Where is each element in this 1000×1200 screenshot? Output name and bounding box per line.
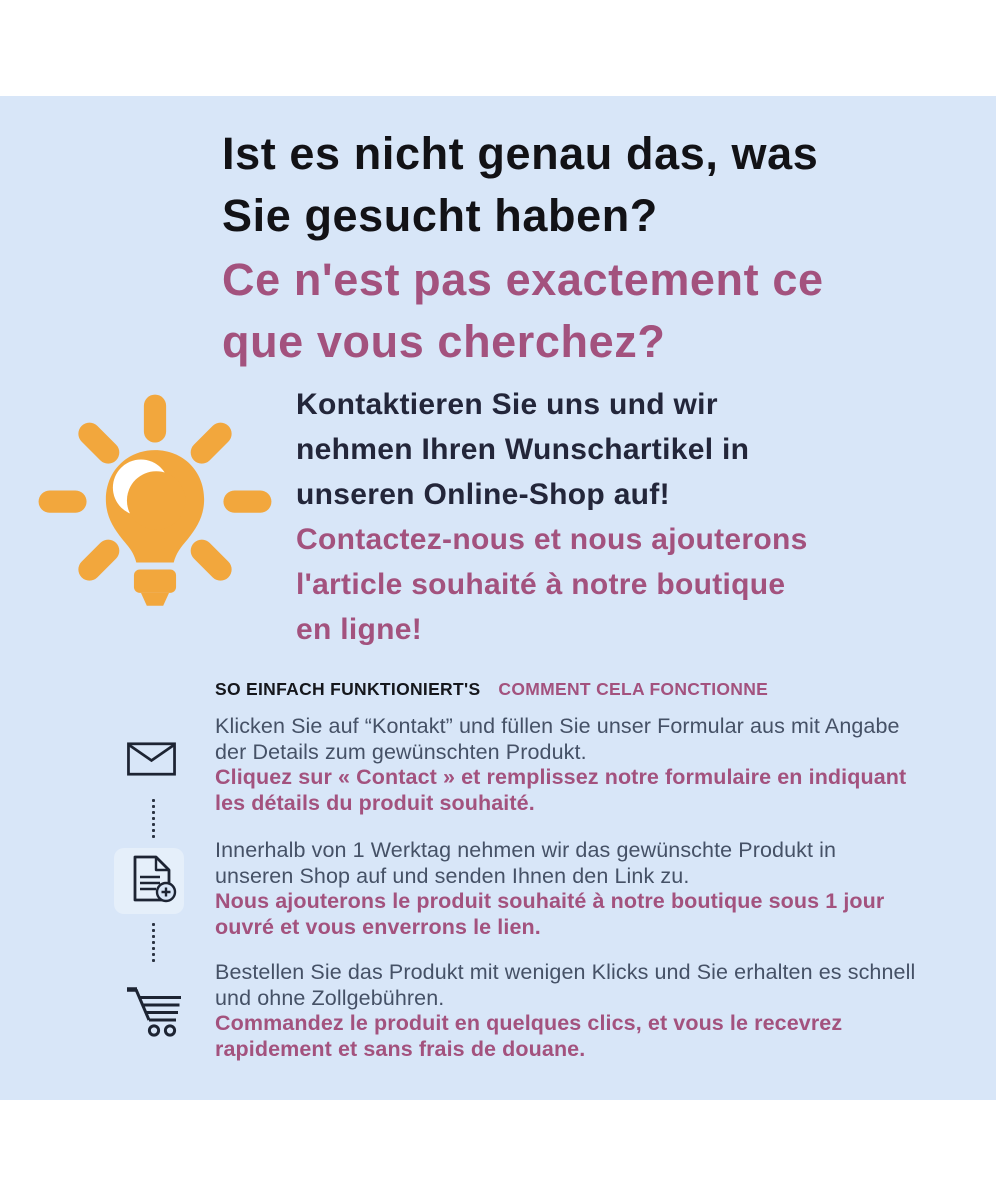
intro-de-line: Kontaktieren Sie uns und wir <box>296 388 718 421</box>
lightbulb-icon <box>38 391 272 631</box>
intro-fr-line: en ligne! <box>296 613 423 646</box>
step-de-line: unseren Shop auf und senden Ihnen den Link zu. <box>215 863 690 888</box>
headline-french <box>222 249 824 373</box>
document-add-icon <box>126 854 178 906</box>
step-fr-line: Nous ajouterons le produit souhaité à notre boutique sous 1 jour <box>215 889 885 914</box>
headline-de-line: Sie gesucht haben? <box>222 190 658 241</box>
intro-de-line: nehmen Ihren Wunschartikel in <box>296 433 750 466</box>
step-fr-line: rapidement et sans frais de douane. <box>215 1036 586 1061</box>
intro-de-line: unseren Online-Shop auf! <box>296 478 670 511</box>
cart-icon <box>123 984 185 1038</box>
headline-german <box>222 123 818 247</box>
step-3-text <box>215 960 915 1062</box>
intro-fr-line: Contactez-nous et nous ajouterons <box>296 523 808 556</box>
step-de-line: Klicken Sie auf “Kontakt” und füllen Sie unser Formular aus mit Angabe <box>215 714 900 738</box>
step-de-line: Innerhalb von 1 Werktag nehmen wir das gewünschte Produkt in <box>215 838 837 862</box>
step-fr-line: les détails du produit souhaité. <box>215 790 535 815</box>
headline-fr-line: que vous cherchez? <box>222 316 666 367</box>
how-it-works-title-de: SO EINFACH FUNKTIONIERT'S <box>215 679 481 699</box>
step-fr-line: Commandez le produit en quelques clics, et vous le recevrez <box>215 1011 843 1036</box>
envelope-icon <box>127 742 176 776</box>
intro-german <box>296 382 749 517</box>
headline-fr-line: Ce n'est pas exactement ce <box>222 254 824 305</box>
step-de-line: und ohne Zollgebühren. <box>215 985 445 1010</box>
step-2-text <box>215 838 884 940</box>
how-it-works-headers <box>215 679 768 700</box>
step-de-line: der Details zum gewünschten Produkt. <box>215 739 587 764</box>
intro-french <box>296 517 808 652</box>
step-fr-line: ouvré et vous enverrons le lien. <box>215 914 541 939</box>
blue-panel <box>0 96 996 1100</box>
intro-fr-line: l'article souhaité à notre boutique <box>296 568 786 601</box>
headline-de-line: Ist es nicht genau das, was <box>222 128 819 179</box>
how-it-works-title-fr: COMMENT CELA FONCTIONNE <box>498 679 769 699</box>
step-fr-line: Cliquez sur « Contact » et remplissez notre formulaire en indiquant <box>215 765 907 790</box>
step-1-text <box>215 714 906 816</box>
dotted-connector <box>152 923 155 962</box>
dotted-connector <box>152 799 155 838</box>
step-de-line: Bestellen Sie das Produkt mit wenigen Klicks und Sie erhalten es schnell <box>215 960 916 984</box>
